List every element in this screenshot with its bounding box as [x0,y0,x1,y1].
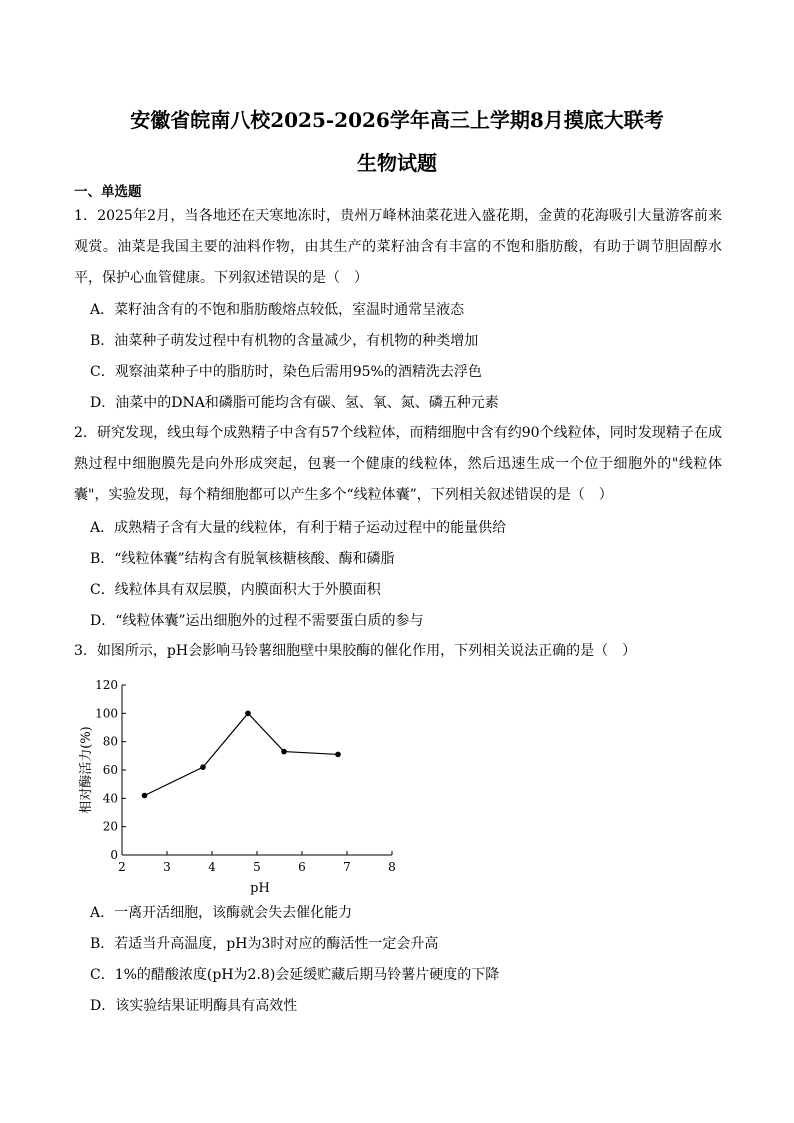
question-2-option-d: D．“线粒体囊”运出细胞外的过程不需要蛋白质的参与 [90,613,424,629]
question-3-option-a: A．一离开活细胞，该酶就会失去催化能力 [90,905,353,921]
question-1-option-c: C．观察油菜种子中的脂肪时，染色后需用95%的酒精洗去浮色 [90,364,482,380]
question-3-option-c: C．1%的醋酸浓度(pH为2.8)会延缓贮藏后期马铃薯片硬度的下降 [90,967,500,983]
chart-series [142,711,341,799]
x-tick-label: 7 [343,860,351,874]
data-point [200,764,206,770]
series-line [145,713,339,795]
data-point [245,711,251,717]
y-tick-label: 20 [102,819,118,834]
question-1-stem: 1．2025年2月，当各地还在天寒地冻时，贵州万峰林油菜花进入盛花期，金黄的花海吸引大量游客前来观赏。油菜是我国主要的油料作物，由其生产的菜籽油含有丰富的不饱和脂肪酸，有助于调节胆固醇水平，保护心血管健康。下列叙述错误的是（ ） [74,208,722,286]
section-heading: 一、单选题 [74,184,142,200]
page-subtitle: 生物试题 [357,151,437,175]
question-3-option-d: D．该实验结果证明酶具有高效性 [90,998,298,1014]
y-tick-label: 40 [102,791,118,806]
y-tick-label: 80 [102,734,118,749]
chart-ticks [95,678,396,874]
y-tick-label: 100 [95,706,118,721]
x-tick-label: 5 [253,860,261,874]
question-1-option-d: D．油菜中的DNA和磷脂可能均含有碳、氢、氧、氮、磷五种元素 [90,395,499,411]
page-title: 安徽省皖南八校2025-2026学年高三上学期8月摸底大联考 [130,108,664,132]
x-tick-label: 6 [298,860,306,874]
question-3-stem: 3．如图所示，pH会影响马铃薯细胞壁中果胶酶的催化作用，下列相关说法正确的是（ ） [74,643,637,659]
enzyme-activity-chart [70,672,410,902]
x-axis-label: pH [250,881,270,896]
question-1-option-a: A．菜籽油含有的不饱和脂肪酸熔点较低，室温时通常呈液态 [90,302,465,318]
y-tick-label: 60 [102,763,118,777]
question-2-stem: 2．研究发现，线虫每个成熟精子中含有57个线粒体，而精细胞中含有约90个线粒体，同时发现精子在成熟过程中细胞膜先是向外形成突起，包裹一个健康的线粒体，然后迅速生成一个位于细胞外的"线粒体囊"，实验发现，每个精细胞都可以产生多个“线粒体囊”，下列相关叙述错误的是（ ） [74,425,722,503]
question-2-option-b: B．“线粒体囊”结构含有脱氧核糖核酸、酶和磷脂 [90,551,395,567]
question-3-option-b: B．若适当升高温度，pH为3时对应的酶活性一定会升高 [90,936,439,952]
y-tick-label: 120 [95,678,118,692]
x-tick-label: 4 [208,860,216,874]
chart-axes [122,685,392,855]
y-tick-label: 0 [110,848,118,862]
y-axis-label: 相对酶活力(%) [79,726,94,814]
question-2-option-a: A．成熟精子含有大量的线粒体，有利于精子运动过程中的能量供给 [90,520,507,536]
x-tick-label: 2 [118,860,126,874]
data-point [281,749,287,755]
x-tick-label: 8 [388,860,396,874]
data-point [142,793,148,799]
x-tick-label: 3 [163,860,171,874]
data-point [335,752,341,758]
question-2-option-c: C．线粒体具有双层膜，内膜面积大于外膜面积 [90,582,381,598]
question-1-option-b: B．油菜种子萌发过程中有机物的含量减少，有机物的种类增加 [90,333,479,349]
